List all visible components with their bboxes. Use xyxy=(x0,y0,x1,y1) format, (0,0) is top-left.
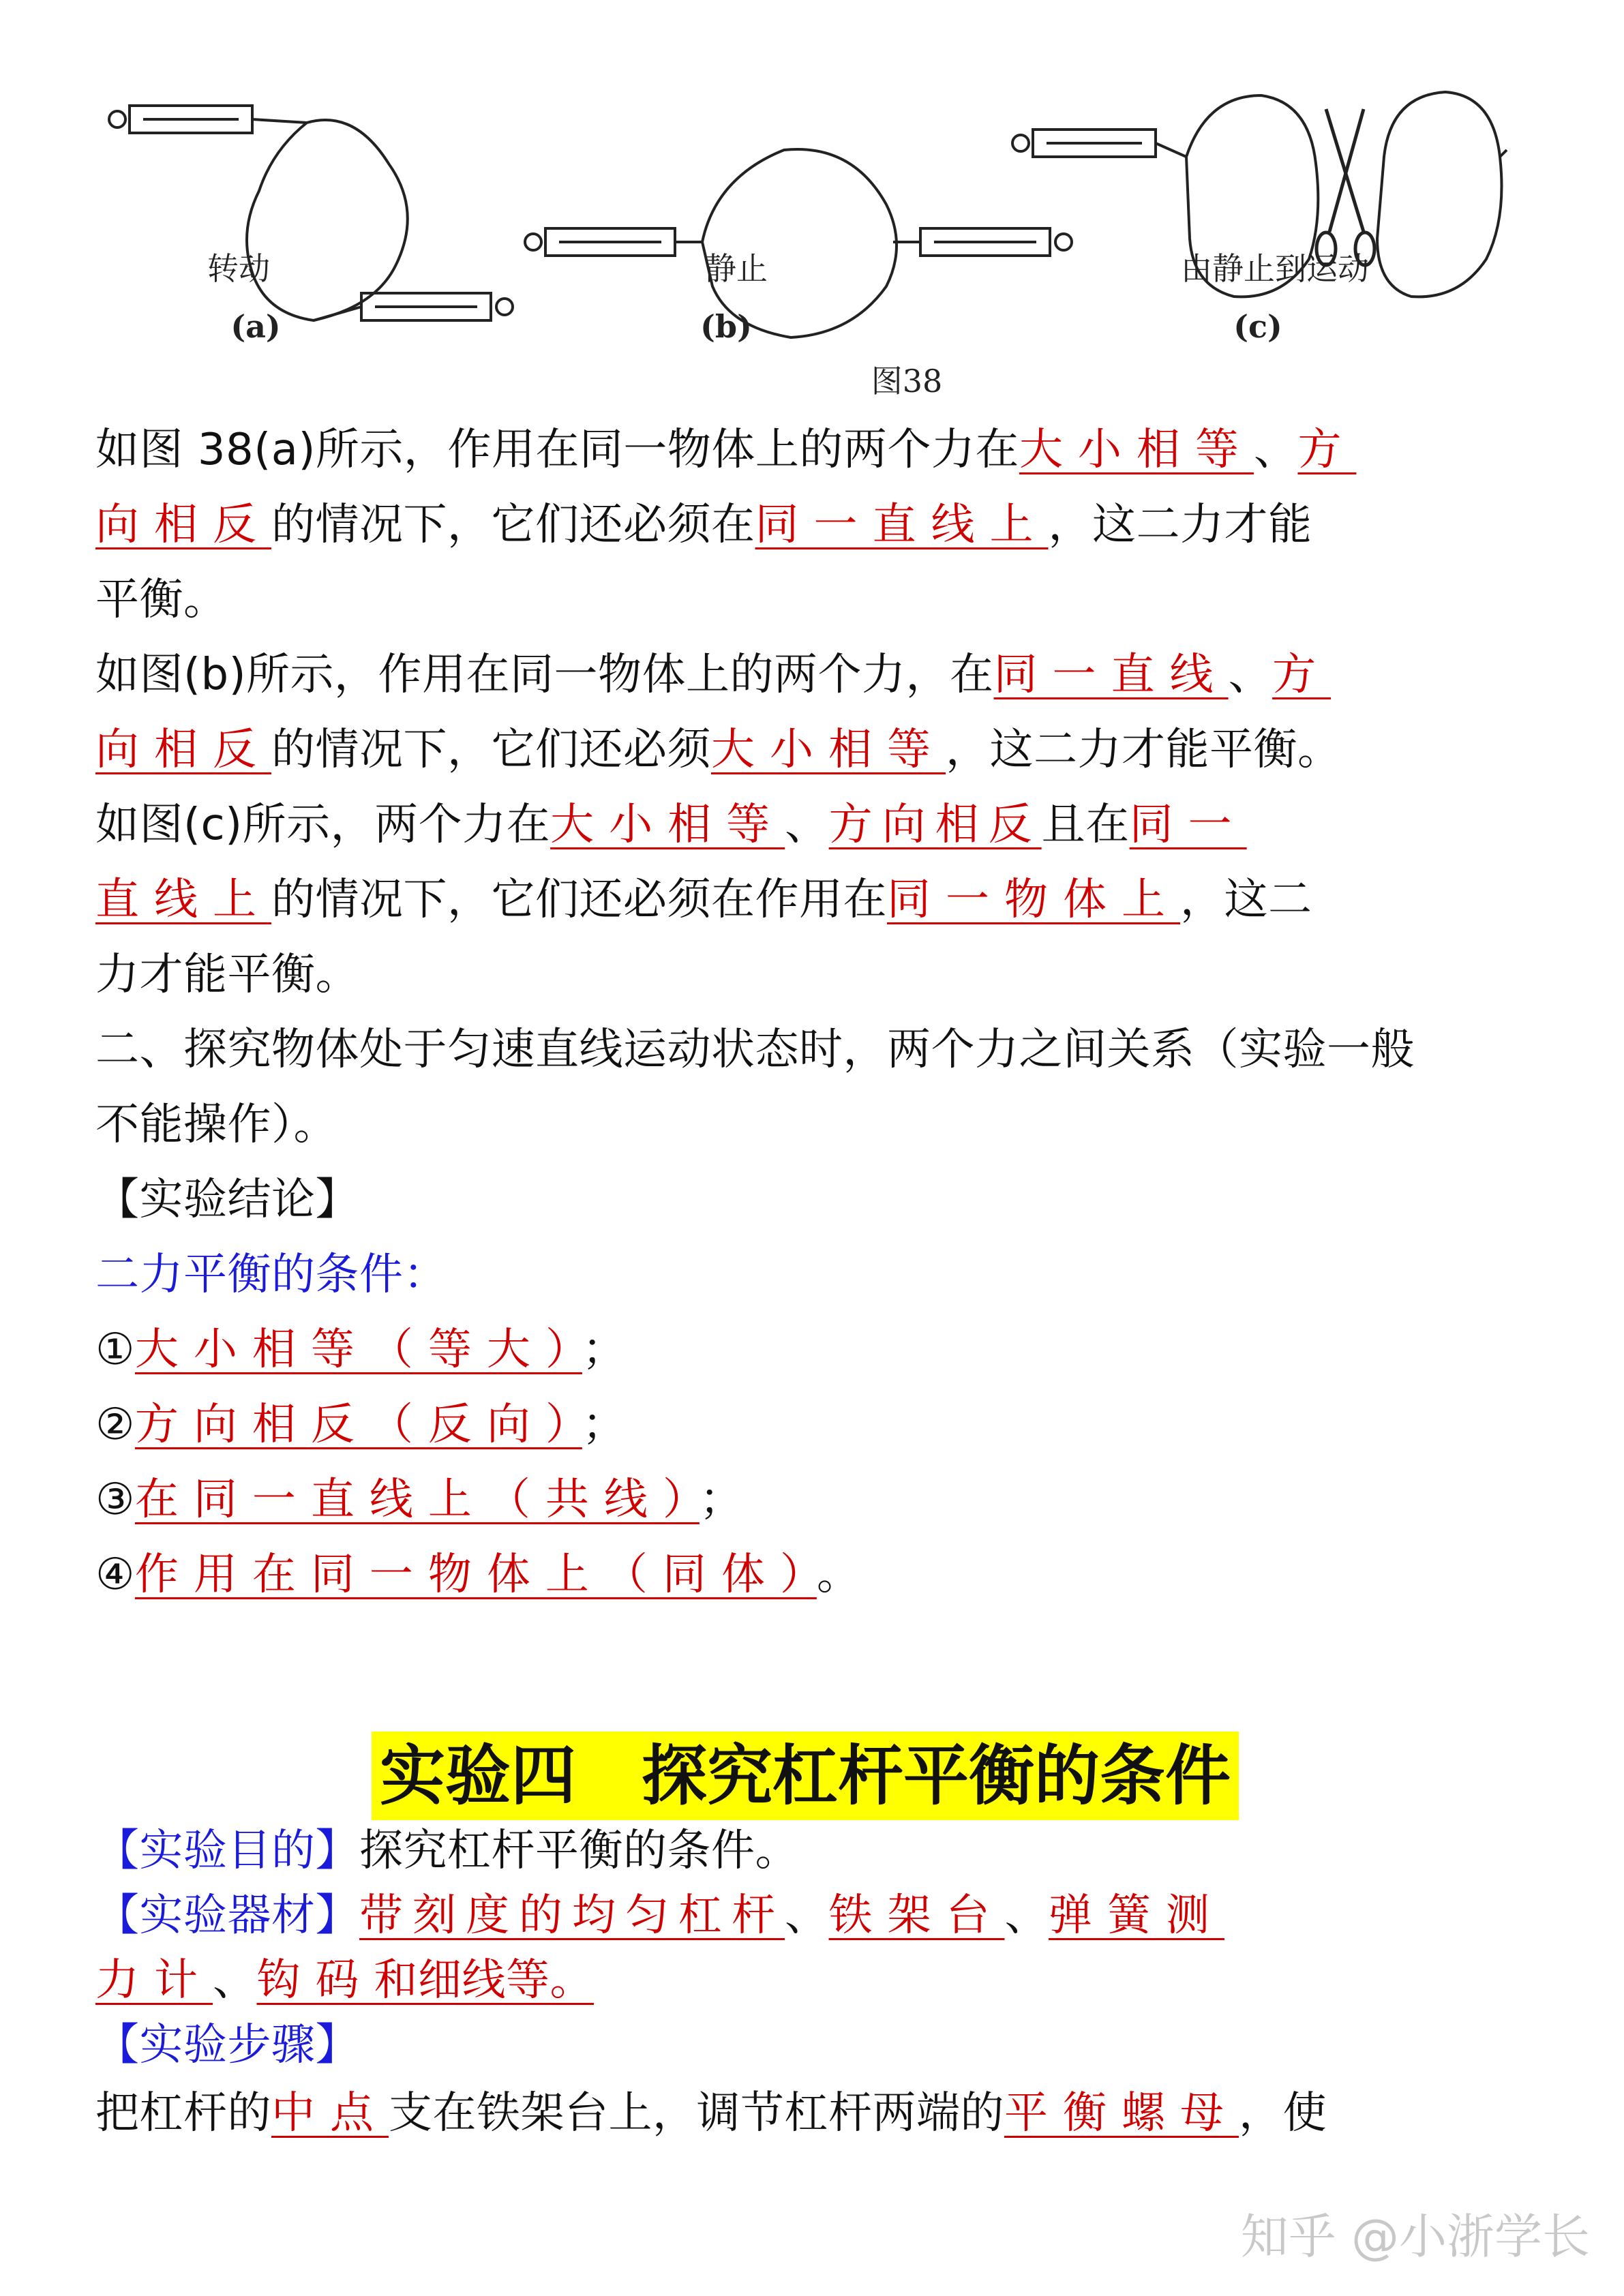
answer-blank: 方 xyxy=(1272,650,1332,700)
answer-blank: 大小相等（等大） xyxy=(134,1325,582,1375)
conclusion-heading: 【实验结论】 xyxy=(95,1175,359,1225)
equipment-label: 【实验器材】 xyxy=(95,1890,359,1941)
answer-blank: 大小相等 xyxy=(711,725,946,775)
figure-38-drawing xyxy=(102,82,1520,416)
conclusion-subheading: 二力平衡的条件： xyxy=(95,1250,447,1300)
p4-line2: 不能操作）。 xyxy=(95,1100,337,1150)
answer-blank: 作用在同一物体上（同体） xyxy=(134,1550,817,1600)
figure-labels xyxy=(207,250,1369,399)
figure-caption: 图38 xyxy=(871,363,943,399)
label-static: 静止 xyxy=(705,250,768,287)
watermark: 知乎 @小浙学长 xyxy=(1240,2209,1590,2265)
answer-blank: 力计 xyxy=(95,1955,213,2006)
spring-scale-c2 xyxy=(1500,150,1507,157)
purpose-label: 【实验目的】 xyxy=(95,1826,359,1876)
answer-blank: 平衡螺母 xyxy=(1004,2088,1239,2139)
label-static-to-motion: 由静止到运动 xyxy=(1181,250,1369,287)
letter-b: (b) xyxy=(700,308,752,345)
cardboard-a xyxy=(247,120,408,320)
condition-item: ③在同一直线上（共线）； xyxy=(95,1475,744,1525)
experiment-title: 实验四 探究杠杆平衡的条件 xyxy=(372,1732,1239,1820)
answer-blank: 和细线等。 xyxy=(374,1955,594,2006)
answer-blank: 同一直线 xyxy=(993,650,1229,700)
scissors-icon xyxy=(1317,109,1374,265)
spring-scale-c1 xyxy=(1012,130,1186,157)
p2-line2: 向相反的情况下，它们还必须大小相等，这二力才能平衡。 xyxy=(95,725,1342,775)
answer-blank: 钩码 xyxy=(256,1955,374,2006)
answer-blank: 直线上 xyxy=(95,875,271,925)
answer-blank: 同一直线上 xyxy=(755,500,1049,550)
answer-blank: 中点 xyxy=(271,2088,389,2139)
equipment-line1: 【实验器材】带刻度的均匀杠杆、铁架台、弹簧测 xyxy=(95,1890,1224,1941)
p1-line2: 向相反的情况下，它们还必须在同一直线上，这二力才能 xyxy=(95,500,1312,550)
spring-scale-a2 xyxy=(314,293,513,320)
p3-line2: 直线上的情况下，它们还必须在作用在同一物体上，这二 xyxy=(95,875,1312,925)
letter-c: (c) xyxy=(1233,308,1282,345)
steps-line1: 把杠杆的中点支在铁架台上，调节杠杆两端的平衡螺母，使 xyxy=(95,2088,1327,2139)
answer-blank: 向相反 xyxy=(95,725,271,775)
answer-blank: 带刻度的均匀杠杆 xyxy=(359,1890,785,1941)
steps-label: 【实验步骤】 xyxy=(95,2020,359,2070)
answer-blank: 大小相等 xyxy=(550,800,785,850)
p1-line1: 如图 38(a)所示，作用在同一物体上的两个力在大小相等、方 xyxy=(95,425,1357,475)
spring-scale-b1 xyxy=(525,228,702,256)
condition-item: ④作用在同一物体上（同体）。 xyxy=(95,1550,861,1600)
spring-scale-a1 xyxy=(109,106,307,133)
equipment-line2: 力计、钩码和细线等。 xyxy=(95,1955,594,2006)
spring-scale-b2 xyxy=(893,228,1072,256)
answer-blank: 在同一直线上（共线） xyxy=(134,1475,700,1525)
label-rotate: 转动 xyxy=(207,250,270,287)
p1-line3: 平衡。 xyxy=(95,575,228,625)
answer-blank: 弹簧测 xyxy=(1049,1890,1224,1941)
p2-line1: 如图(b)所示，作用在同一物体上的两个力，在同一直线、方 xyxy=(95,650,1332,700)
condition-item: ①大小相等（等大）； xyxy=(95,1325,627,1375)
p4-line1: 二、探究物体处于匀速直线运动状态时，两个力之间关系（实验一般 xyxy=(95,1025,1415,1075)
p3-line3: 力才能平衡。 xyxy=(95,950,359,1000)
answer-blank: 同一 xyxy=(1129,800,1247,850)
purpose-line: 【实验目的】探究杠杆平衡的条件。 xyxy=(95,1826,799,1876)
answer-blank: 铁架台 xyxy=(828,1890,1005,1941)
answer-blank: 大小相等 xyxy=(1019,425,1254,475)
figure-38 xyxy=(102,82,1520,416)
letter-a: (a) xyxy=(230,308,281,345)
condition-item: ②方向相反（反向）； xyxy=(95,1400,627,1450)
answer-blank: 方向相反 xyxy=(828,800,1042,850)
cardboard-c-right xyxy=(1377,92,1502,297)
answer-blank: 方 xyxy=(1297,425,1357,475)
answer-blank: 方向相反（反向） xyxy=(134,1400,582,1450)
p3-line1: 如图(c)所示，两个力在大小相等、方向相反且在同一 xyxy=(95,800,1247,850)
answer-blank: 向相反 xyxy=(95,500,271,550)
answer-blank: 同一物体上 xyxy=(887,875,1180,925)
